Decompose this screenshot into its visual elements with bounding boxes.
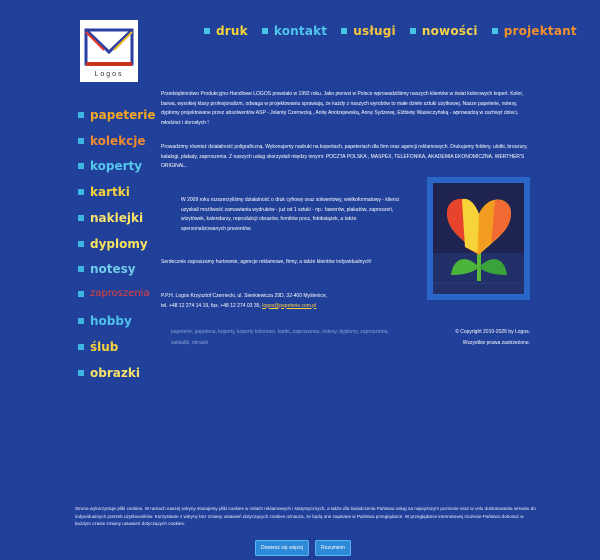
bullet-square-icon	[492, 28, 498, 34]
bullet-square-icon	[78, 344, 84, 350]
sidebar-item-label: obrazki	[90, 366, 140, 380]
address-text: P.P.H. Logos Krzysztof Czernecki, ul. Sienkiewicza 29D, 32-400 Myślenice,	[161, 293, 328, 299]
bullet-square-icon	[78, 241, 84, 247]
sidebar-item-label: papeterie	[90, 108, 156, 122]
topnav-label: kontakt	[273, 24, 328, 38]
heart-flower-artwork	[427, 177, 530, 300]
sidebar-item-5[interactable]	[78, 237, 168, 251]
topnav-item-2[interactable]	[341, 24, 396, 38]
rights-line: Wszystkie prawa zastrzeżone.	[462, 340, 530, 346]
top-navigation	[204, 22, 591, 40]
cookie-more-button[interactable]: Dowiesz się więcej	[255, 540, 309, 556]
logo[interactable]	[80, 20, 138, 82]
sidebar-item-2[interactable]	[78, 159, 168, 173]
bullet-square-icon	[78, 138, 84, 144]
bullet-square-icon	[262, 28, 268, 34]
bullet-square-icon	[78, 215, 84, 221]
contact-info	[161, 292, 421, 311]
bullet-square-icon	[78, 163, 84, 169]
sidebar-item-label: notesy	[90, 262, 136, 276]
bullet-square-icon	[204, 28, 210, 34]
bullet-square-icon	[78, 189, 84, 195]
copyright	[427, 327, 530, 349]
heart-flower-image	[433, 183, 524, 294]
digital-print-paragraph: W 2009 roku rozszerzyliśmy działalność o druk cyfrowy oraz solwentowy, wielkoformatowy - klienci uzyskali możliwość zamawiania wydruków - już od 1 sztuki - np.: banerów, plakatów, zaproszeń, wizytówek, kalendarzy, reprodukcji obrazów, fornitów pocz, fotoksiążek, a także spersonalizowanych prezentów.	[181, 197, 400, 232]
printing-paragraph: Prowadzimy również działalność poligraficzną. Wykonujemy nadruki na kopertach, papeteriach dla firm oraz agencji reklamowych. Drukujemy foldery, ulotki, broszury, katalogi, plakaty, zaproszenia. Z naszych usług skorzystali między innymi: POCZTA POLSKA , MASPEX, TELEFONIKA, AKADEMIA EKONOMICZNA, WERTHER'S ORIGINAL..	[161, 144, 528, 169]
sidebar-item-label: hobby	[90, 314, 132, 328]
email-link[interactable]: logos@papeterie.com.pl	[262, 302, 317, 309]
sidebar-item-3[interactable]	[78, 185, 168, 199]
sidebar-item-label: ślub	[90, 340, 119, 354]
cookie-accept-button[interactable]: Rozumiem	[315, 540, 351, 556]
sidebar-item-label: zaproszenia	[90, 288, 150, 299]
topnav-label: projektant	[503, 24, 577, 38]
invitation-paragraph: Serdecznie zapraszamy hurtownie, agencje reklamowe, firmy, a także klientów indywidualnych!	[161, 259, 372, 265]
bullet-square-icon	[78, 370, 84, 376]
sidebar-item-10[interactable]	[78, 366, 168, 380]
topnav-item-0[interactable]	[204, 24, 248, 38]
bullet-square-icon	[78, 266, 84, 272]
sidebar-item-9[interactable]	[78, 340, 168, 354]
seo-tags: papeterie, papeteria, koperty, koperty kolorowe, kartki, zaproszenia, notesy, dyplomy, zaproszenia, zakładki, obrazki	[171, 329, 389, 346]
bullet-square-icon	[78, 291, 84, 297]
cookie-notice-text: Strona wykorzystuje pliki cookies. W ramach naszej witryny stosujemy pliki cookies w celach reklamowych i statystycznych, a także dla świadczenia Państwu usług na najwyższym poziomie oraz w celu dostosowania serwisu do indywidualnych potrzeb użytkowników. Korzystanie z witryny bez zmiany ustawień dotyczących cookies oznacza, że będą one zapisane w Państwa przeglądarce. W przeglądarce internetowej możecie Państwo dokonać w każdym czasie zmiany ustawień dotyczących cookies.	[75, 506, 536, 527]
logo-text: Logos	[94, 71, 124, 78]
sidebar-item-1[interactable]	[78, 134, 168, 148]
topnav-item-4[interactable]	[492, 24, 577, 38]
sidebar-item-label: dyplomy	[90, 237, 148, 251]
sidebar-item-7[interactable]	[78, 288, 168, 299]
topnav-item-1[interactable]	[262, 24, 327, 38]
sidebar-item-label: koperty	[90, 159, 143, 173]
sidebar-item-label: naklejki	[90, 211, 144, 225]
bullet-square-icon	[410, 28, 416, 34]
topnav-item-3[interactable]	[410, 24, 478, 38]
sidebar-item-4[interactable]	[78, 211, 168, 225]
phones-text: tel. +48 12 274 14 19, fax. +48 12 274 03 35,	[161, 302, 261, 309]
envelope-logo-icon	[84, 24, 134, 70]
topnav-label: druk	[216, 24, 248, 38]
bullet-square-icon	[78, 112, 84, 118]
sidebar-item-8[interactable]	[78, 314, 168, 328]
topnav-label: usługi	[353, 24, 396, 38]
bullet-square-icon	[341, 28, 347, 34]
bullet-square-icon	[78, 318, 84, 324]
copyright-line: © Copyright 2010-2026 by Logos.	[455, 329, 530, 335]
phone-line	[161, 302, 421, 312]
topnav-label: nowości	[421, 24, 478, 38]
intro-paragraph: Przedsiębiorstwo Produkcyjno-Handlowe LOGOS powstało w 1992 roku. Jako pierwsi w Polsce wprowadziliśmy naszych klientów w świat kolorowych kopert. Kolor, barwa, wysokiej klasy profesjonalizm, odwaga w projektowaniu sprawiają, że każdy z naszych wyrobów to małe dzieło sztuki użytkowej. Nasze papeterie, notesy, dyplomy projektowane przez absolwentów ASP - Jolantę Czernecką , Anitę Anotzejewską, Annę Sydzewę, Elżbietę Wasieczyńską - wprowadzą w zachwyt dzieci, młodzież i dorosłych !	[161, 91, 524, 126]
sidebar-item-label: kolekcje	[90, 134, 146, 148]
sidebar-item-0[interactable]	[78, 108, 168, 122]
sidebar-item-label: kartki	[90, 185, 130, 199]
sidebar-item-6[interactable]	[78, 262, 168, 276]
